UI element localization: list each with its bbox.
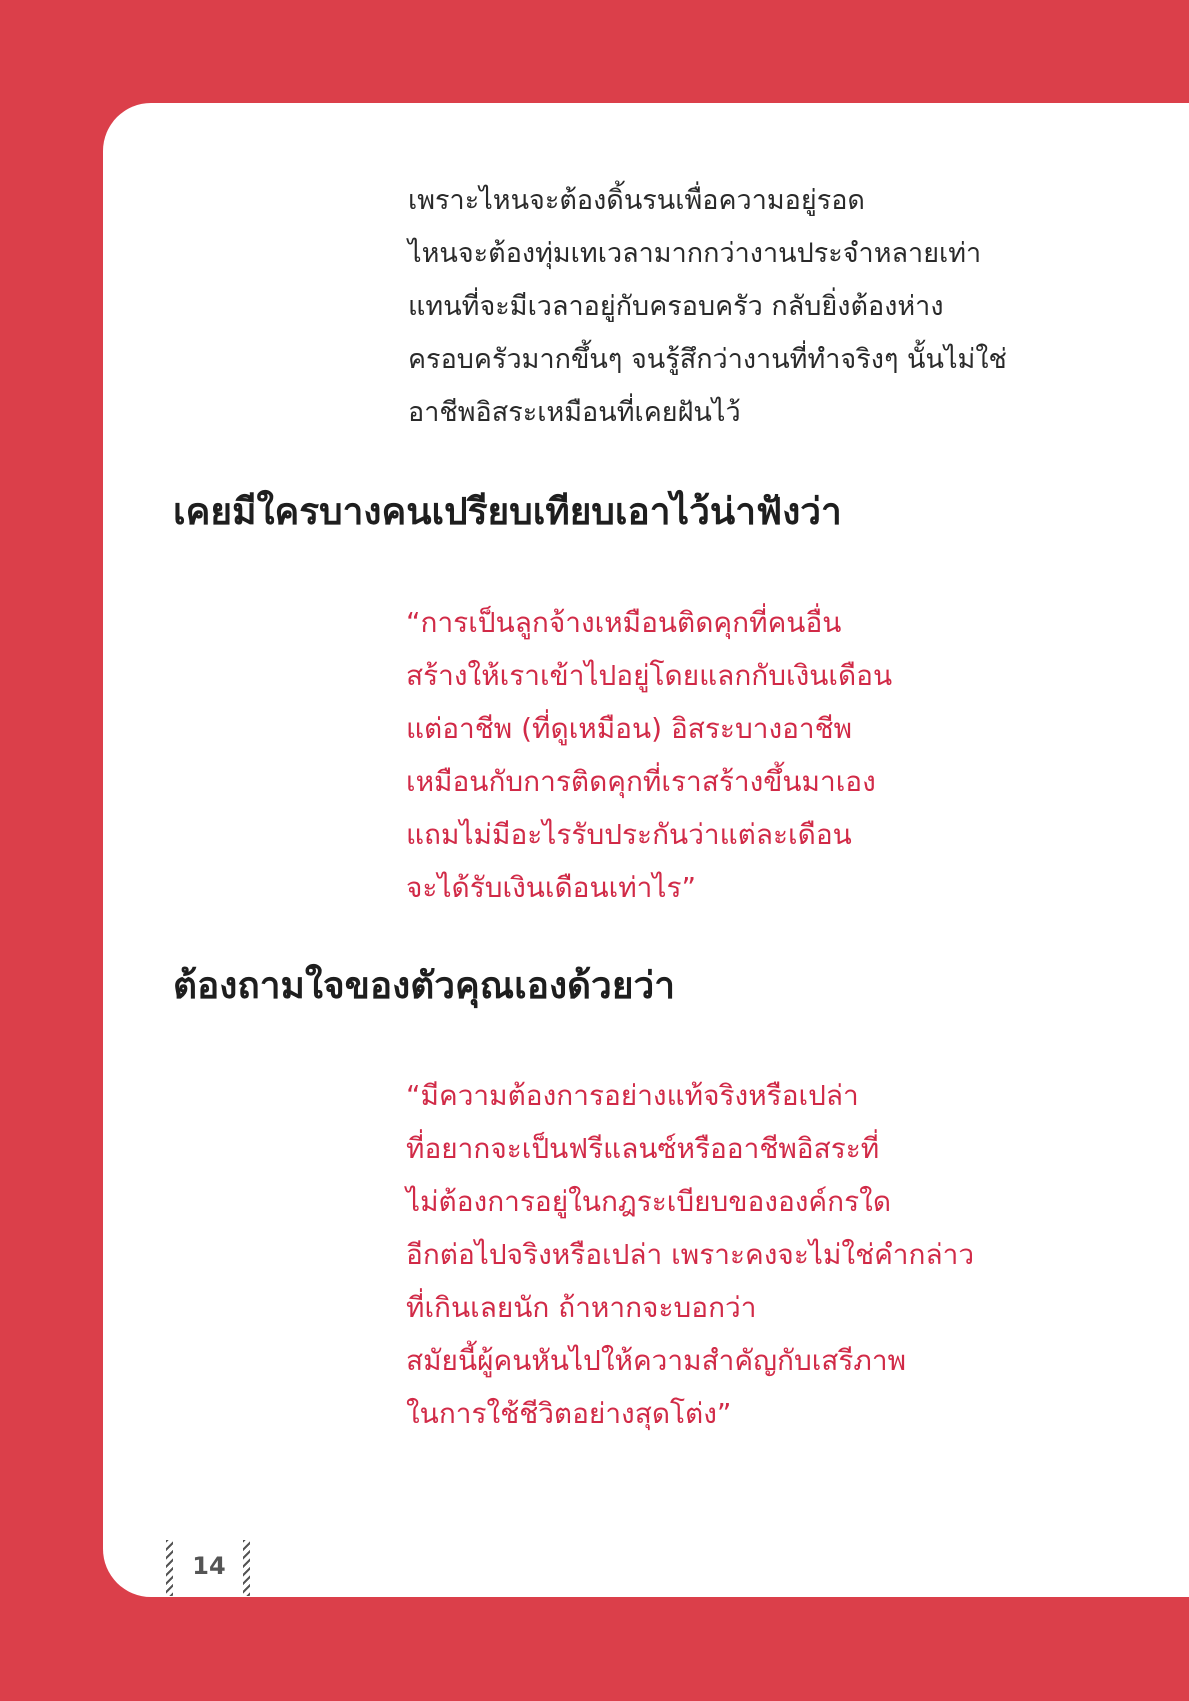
hatch-decoration-icon [166, 1540, 173, 1596]
quote-line: ที่อยากจะเป็นฟรีแลนซ์หรืออาชีพอิสระที่ [406, 1132, 880, 1165]
page-footer [166, 1540, 250, 1596]
quote-line: “การเป็นลูกจ้างเหมือนติดคุกที่คนอื่น [406, 606, 842, 639]
quote-line: แต่อาชีพ (ที่ดูเหมือน) อิสระบางอาชีพ [406, 712, 853, 745]
quote-line: แถมไม่มีอะไรรับประกันว่าแต่ละเดือน [406, 818, 852, 851]
paragraph-line: ไหนจะต้องทุ่มเทเวลามากกว่างานประจำหลายเท่า [408, 238, 982, 269]
quote-line: ไม่ต้องการอยู่ในกฎระเบียบขององค์กรใด [406, 1185, 892, 1218]
quote-line: จะได้รับเงินเดือนเท่าไร” [406, 871, 696, 904]
quote-line: ในการใช้ชีวิตอย่างสุดโต่ง” [406, 1397, 732, 1430]
paragraph-line: ครอบครัวมากขึ้นๆ จนรู้สึกว่างานที่ทำจริงๆ นั้นไม่ใช่ [408, 344, 1007, 375]
paragraph-line: อาชีพอิสระเหมือนที่เคยฝันไว้ [408, 397, 741, 428]
quote-block-1 [406, 596, 892, 914]
quote-line: ที่เกินเลยนัก ถ้าหากจะบอกว่า [406, 1291, 757, 1324]
section-heading-1: เคยมีใครบางคนเปรียบเทียบเอาไว้น่าฟังว่า [173, 490, 842, 533]
quote-line: สมัยนี้ผู้คนหันไปให้ความสำคัญกับเสรีภาพ [406, 1344, 907, 1377]
paragraph-line: เพราะไหนจะต้องดิ้นรนเพื่อความอยู่รอด [408, 185, 865, 216]
quote-block-2 [406, 1069, 974, 1440]
quote-line: สร้างให้เราเข้าไปอยู่โดยแลกกับเงินเดือน [406, 659, 893, 692]
page-number: 14 [192, 1552, 226, 1580]
quote-line: อีกต่อไปจริงหรือเปล่า เพราะคงจะไม่ใช่คำกล่าว [406, 1238, 975, 1271]
quote-line: “มีความต้องการอย่างแท้จริงหรือเปล่า [406, 1079, 859, 1112]
section-heading-2: ต้องถามใจของตัวคุณเองด้วยว่า [173, 964, 676, 1007]
quote-line: เหมือนกับการติดคุกที่เราสร้างขึ้นมาเอง [406, 765, 876, 798]
hatch-decoration-icon [243, 1540, 250, 1596]
paragraph-line: แทนที่จะมีเวลาอยู่กับครอบครัว กลับยิ่งต้องห่าง [408, 291, 944, 322]
body-paragraph [408, 174, 1007, 439]
